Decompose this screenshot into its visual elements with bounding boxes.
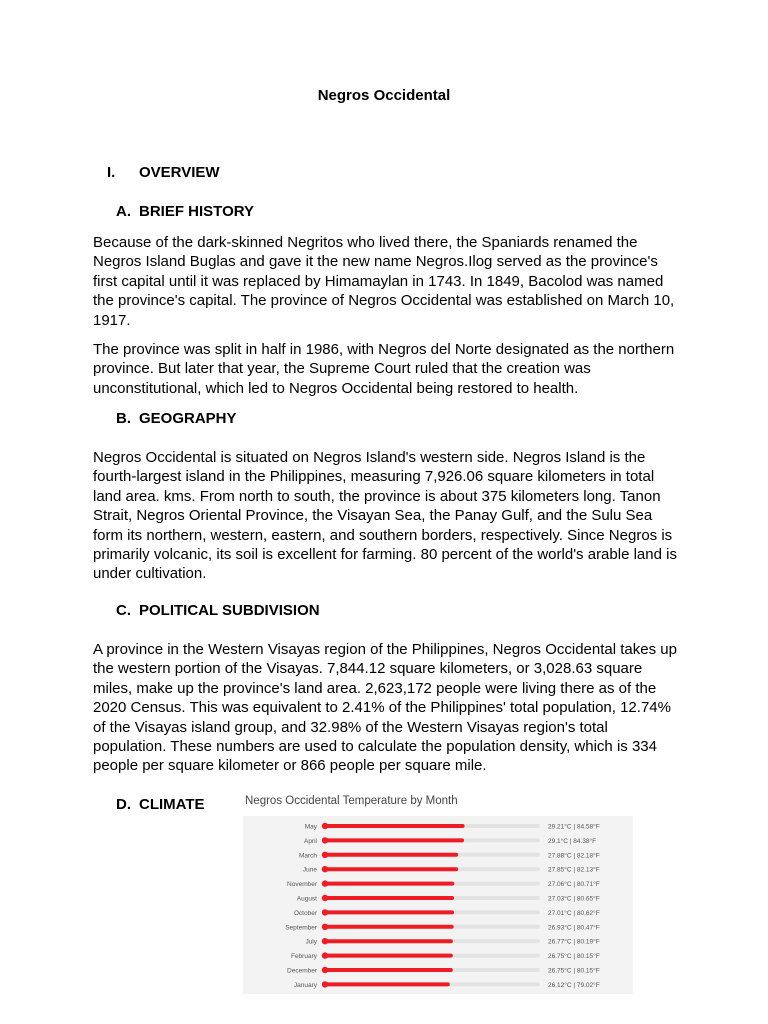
month-label: August <box>296 895 317 903</box>
temperature-bar <box>325 824 465 828</box>
chart-title: Negros Occidental Temperature by Month <box>245 795 458 807</box>
heading-text: CLIMATE <box>139 796 205 813</box>
section-number: I. <box>107 164 116 181</box>
month-label: February <box>290 953 317 961</box>
month-label: June <box>302 866 317 874</box>
document-title: Negros Occidental <box>317 87 451 104</box>
heading-letter: B. <box>116 410 131 427</box>
month-label: December <box>287 967 317 975</box>
heading-text: POLITICAL SUBDIVISION <box>139 602 320 619</box>
section-title: OVERVIEW <box>139 164 220 181</box>
temperature-bar <box>325 853 458 857</box>
month-label: May <box>304 823 317 831</box>
climate-heading <box>116 796 205 813</box>
temperature-bar <box>325 954 453 958</box>
political-subdivision-heading <box>116 602 320 619</box>
temperature-bar <box>325 939 453 943</box>
temperature-bar <box>325 867 458 871</box>
bar-start-dot <box>322 938 328 944</box>
value-label: 26.75°C | 80.15°F <box>548 953 600 961</box>
value-label: 26.93°C | 80.47°F <box>548 924 600 932</box>
brief-history-heading <box>116 203 254 220</box>
temperature-bar <box>325 838 464 842</box>
temperature-bar <box>325 896 454 900</box>
geography-paragraph: Negros Occidental is situated on Negros Island's western side. Negros Island is the fourth-largest island in the Philippines, measuring 7,926.06 square kilometers in total land area. kms. From north to south, the province is about 375 kilometers long. Tanon Strait, Negros Oriental Province, the Visayan Sea, the Panay Gulf, and the Sulu Sea form its northern, western, eastern, and southern borders, respectively. Since Negros is primarily volcanic, its soil is excellent for farming. 80 percent of the world's arable land is under cultivation. <box>93 449 677 583</box>
temperature-chart <box>243 790 633 1000</box>
geography-heading <box>116 410 237 427</box>
value-label: 27.01°C | 80.62°F <box>548 909 600 917</box>
heading-letter: D. <box>116 796 131 813</box>
value-label: 27.88°C | 82.18°F <box>548 852 600 860</box>
bar-start-dot <box>322 952 328 958</box>
heading-letter: C. <box>116 602 131 619</box>
bar-start-dot <box>322 880 328 886</box>
bar-start-dot <box>322 852 328 858</box>
temperature-bar <box>325 925 454 929</box>
value-label: 29.1°C | 84.38°F <box>548 837 597 845</box>
value-label: 27.03°C | 80.65°F <box>548 895 600 903</box>
bar-start-dot <box>322 909 328 915</box>
value-label: 27.85°C | 82.13°F <box>548 866 600 874</box>
month-label: January <box>293 981 317 989</box>
bar-start-dot <box>322 866 328 872</box>
heading-letter: A. <box>116 203 131 220</box>
value-label: 27.06°C | 80.71°F <box>548 881 600 889</box>
value-label: 26.12°C | 79.02°F <box>548 981 600 989</box>
month-label: April <box>303 837 317 845</box>
temperature-bar <box>325 968 453 972</box>
month-label: July <box>305 938 317 946</box>
heading-text: GEOGRAPHY <box>139 410 237 427</box>
bar-start-dot <box>322 967 328 973</box>
month-label: November <box>287 881 317 889</box>
month-label: March <box>298 852 317 860</box>
month-label: September <box>285 924 317 932</box>
political-subdivision-paragraph: A province in the Western Visayas region of the Philippines, Negros Occidental takes up the western portion of the Visayas. 7,844.12 square kilometers, or 3,028.63 square miles, make up the province's land area. 2,623,172 people were living there as of the 2020 Census. This was equivalent to 2.41% of the Philippines' total population, 12.74% of the Visayas island group, and 32.98% of the Western Visayas region's total population. These numbers are used to calculate the population density, which is 334 people per square kilometer or 866 people per square mile. <box>93 641 677 775</box>
month-label: October <box>293 909 317 917</box>
temperature-bar <box>325 982 450 986</box>
bar-start-dot <box>322 823 328 829</box>
value-label: 26.77°C | 80.19°F <box>548 938 600 946</box>
bar-start-dot <box>322 924 328 930</box>
brief-history-paragraph-2: The province was split in half in 1986, with Negros del Norte designated as the northern province. But later that year, the Supreme Court ruled that the creation was unconstitutional, which led to Negros Occidental being restored to health. <box>93 341 675 397</box>
value-label: 29.21°C | 84.58°F <box>548 823 600 831</box>
bar-start-dot <box>322 981 328 987</box>
bar-start-dot <box>322 837 328 843</box>
bar-start-dot <box>322 895 328 901</box>
brief-history-paragraph-1: Because of the dark-skinned Negritos who lived there, the Spaniards renamed the Negros Island Buglas and gave it the new name Negros.Ilog served as the province's first capital until it was replaced by Himamaylan in 1743. In 1849, Bacolod was named the province's capital. The province of Negros Occidental was established on March 10, 1917. <box>93 234 675 329</box>
heading-text: BRIEF HISTORY <box>139 203 255 220</box>
value-label: 26.75°C | 80.15°F <box>548 967 600 975</box>
temperature-bar <box>325 882 454 886</box>
temperature-bar <box>325 910 454 914</box>
